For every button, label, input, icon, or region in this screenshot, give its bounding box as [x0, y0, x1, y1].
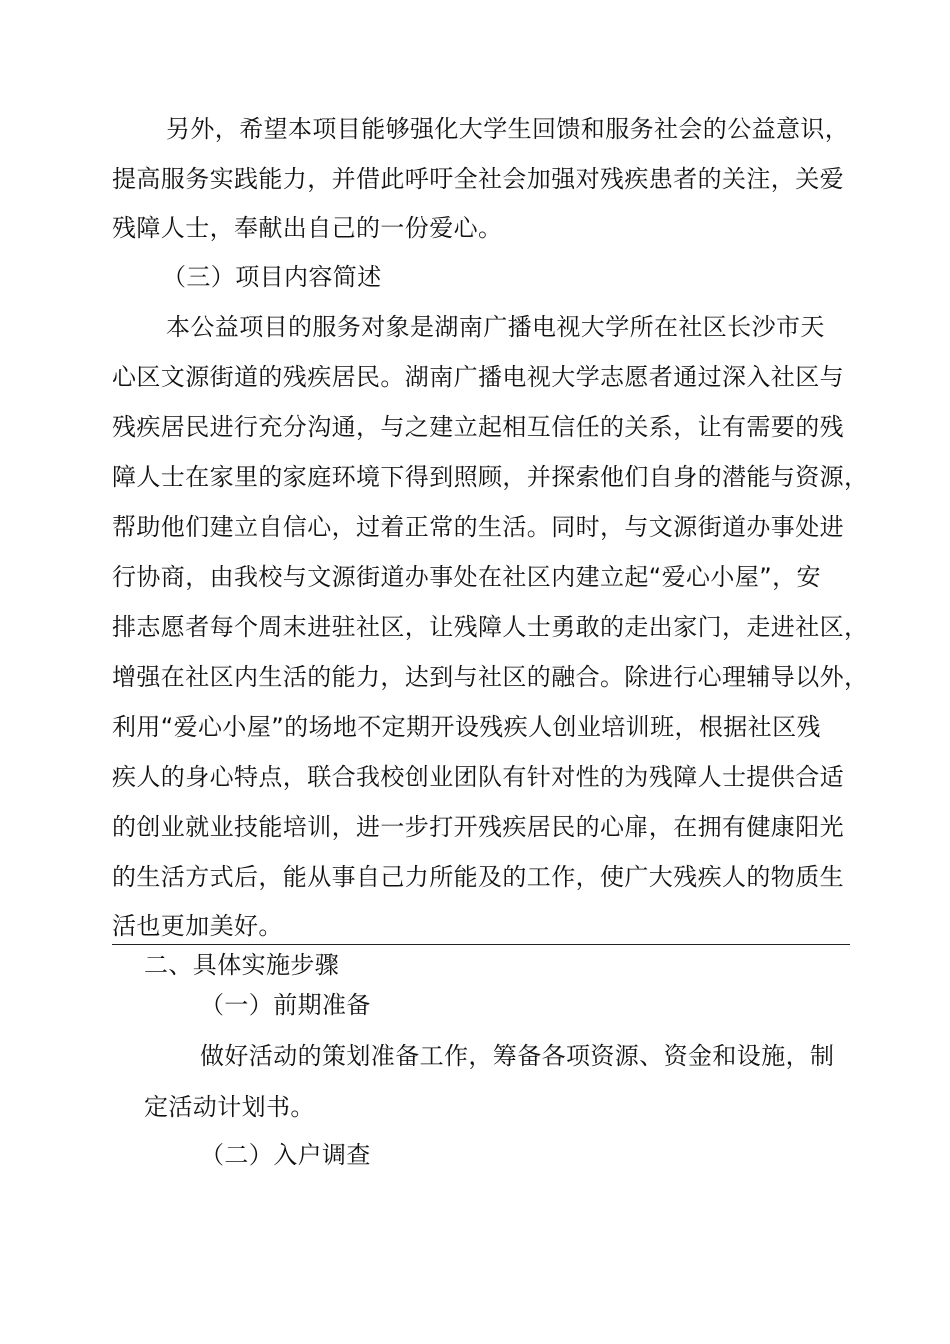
text-line: 的创业就业技能培训，进一步打开残疾居民的心扉，在拥有健康阳光 [112, 813, 844, 841]
text-line: 残障人士，奉献出自己的一份爱心。 [112, 214, 503, 242]
text-line: 本公益项目的服务对象是湖南广播电视大学所在社区长沙市天 [166, 313, 825, 341]
text-line: 疾人的身心特点，联合我校创业团队有针对性的为残障人士提供合适 [112, 763, 844, 791]
text-line: 排志愿者每个周末进驻社区，让残障人士勇敢的走出家门，走进社区， [112, 613, 869, 641]
heading-implementation-steps: 二、具体实施步骤 [144, 951, 340, 979]
text-line: 行协商，由我校与文源街道办事处在社区内建立起“爱心小屋”，安 [112, 563, 821, 591]
text-line: 障人士在家里的家庭环境下得到照顾，并探索他们自身的潜能与资源， [112, 463, 869, 491]
text-line: 定活动计划书。 [144, 1093, 315, 1121]
subheading-household-survey: （二）入户调查 [200, 1141, 371, 1169]
text-line: 另外，希望本项目能够强化大学生回馈和服务社会的公益意识， [166, 115, 850, 143]
text-line: 心区文源街道的残疾居民。湖南广播电视大学志愿者通过深入社区与 [112, 363, 844, 391]
subheading-project-summary: （三）项目内容简述 [162, 263, 382, 291]
text-line: 增强在社区内生活的能力，达到与社区的融合。除进行心理辅导以外， [112, 663, 869, 691]
text-line: 利用“爱心小屋”的场地不定期开设残疾人创业培训班，根据社区残 [112, 713, 821, 741]
text-line: 提高服务实践能力，并借此呼吁全社会加强对残疾患者的关注，关爱 [112, 165, 844, 193]
text-line: 做好活动的策划准备工作，筹备各项资源、资金和设施，制 [200, 1042, 835, 1070]
subheading-preparation: （一）前期准备 [200, 991, 371, 1019]
text-line: 残疾居民进行充分沟通，与之建立起相互信任的关系，让有需要的残 [112, 413, 844, 441]
text-line: 活也更加美好。 [112, 912, 283, 940]
text-line: 的生活方式后，能从事自己力所能及的工作，使广大残疾人的物质生 [112, 863, 844, 891]
horizontal-divider [112, 944, 850, 945]
text-line: 帮助他们建立自信心，过着正常的生活。同时，与文源街道办事处进 [112, 513, 844, 541]
